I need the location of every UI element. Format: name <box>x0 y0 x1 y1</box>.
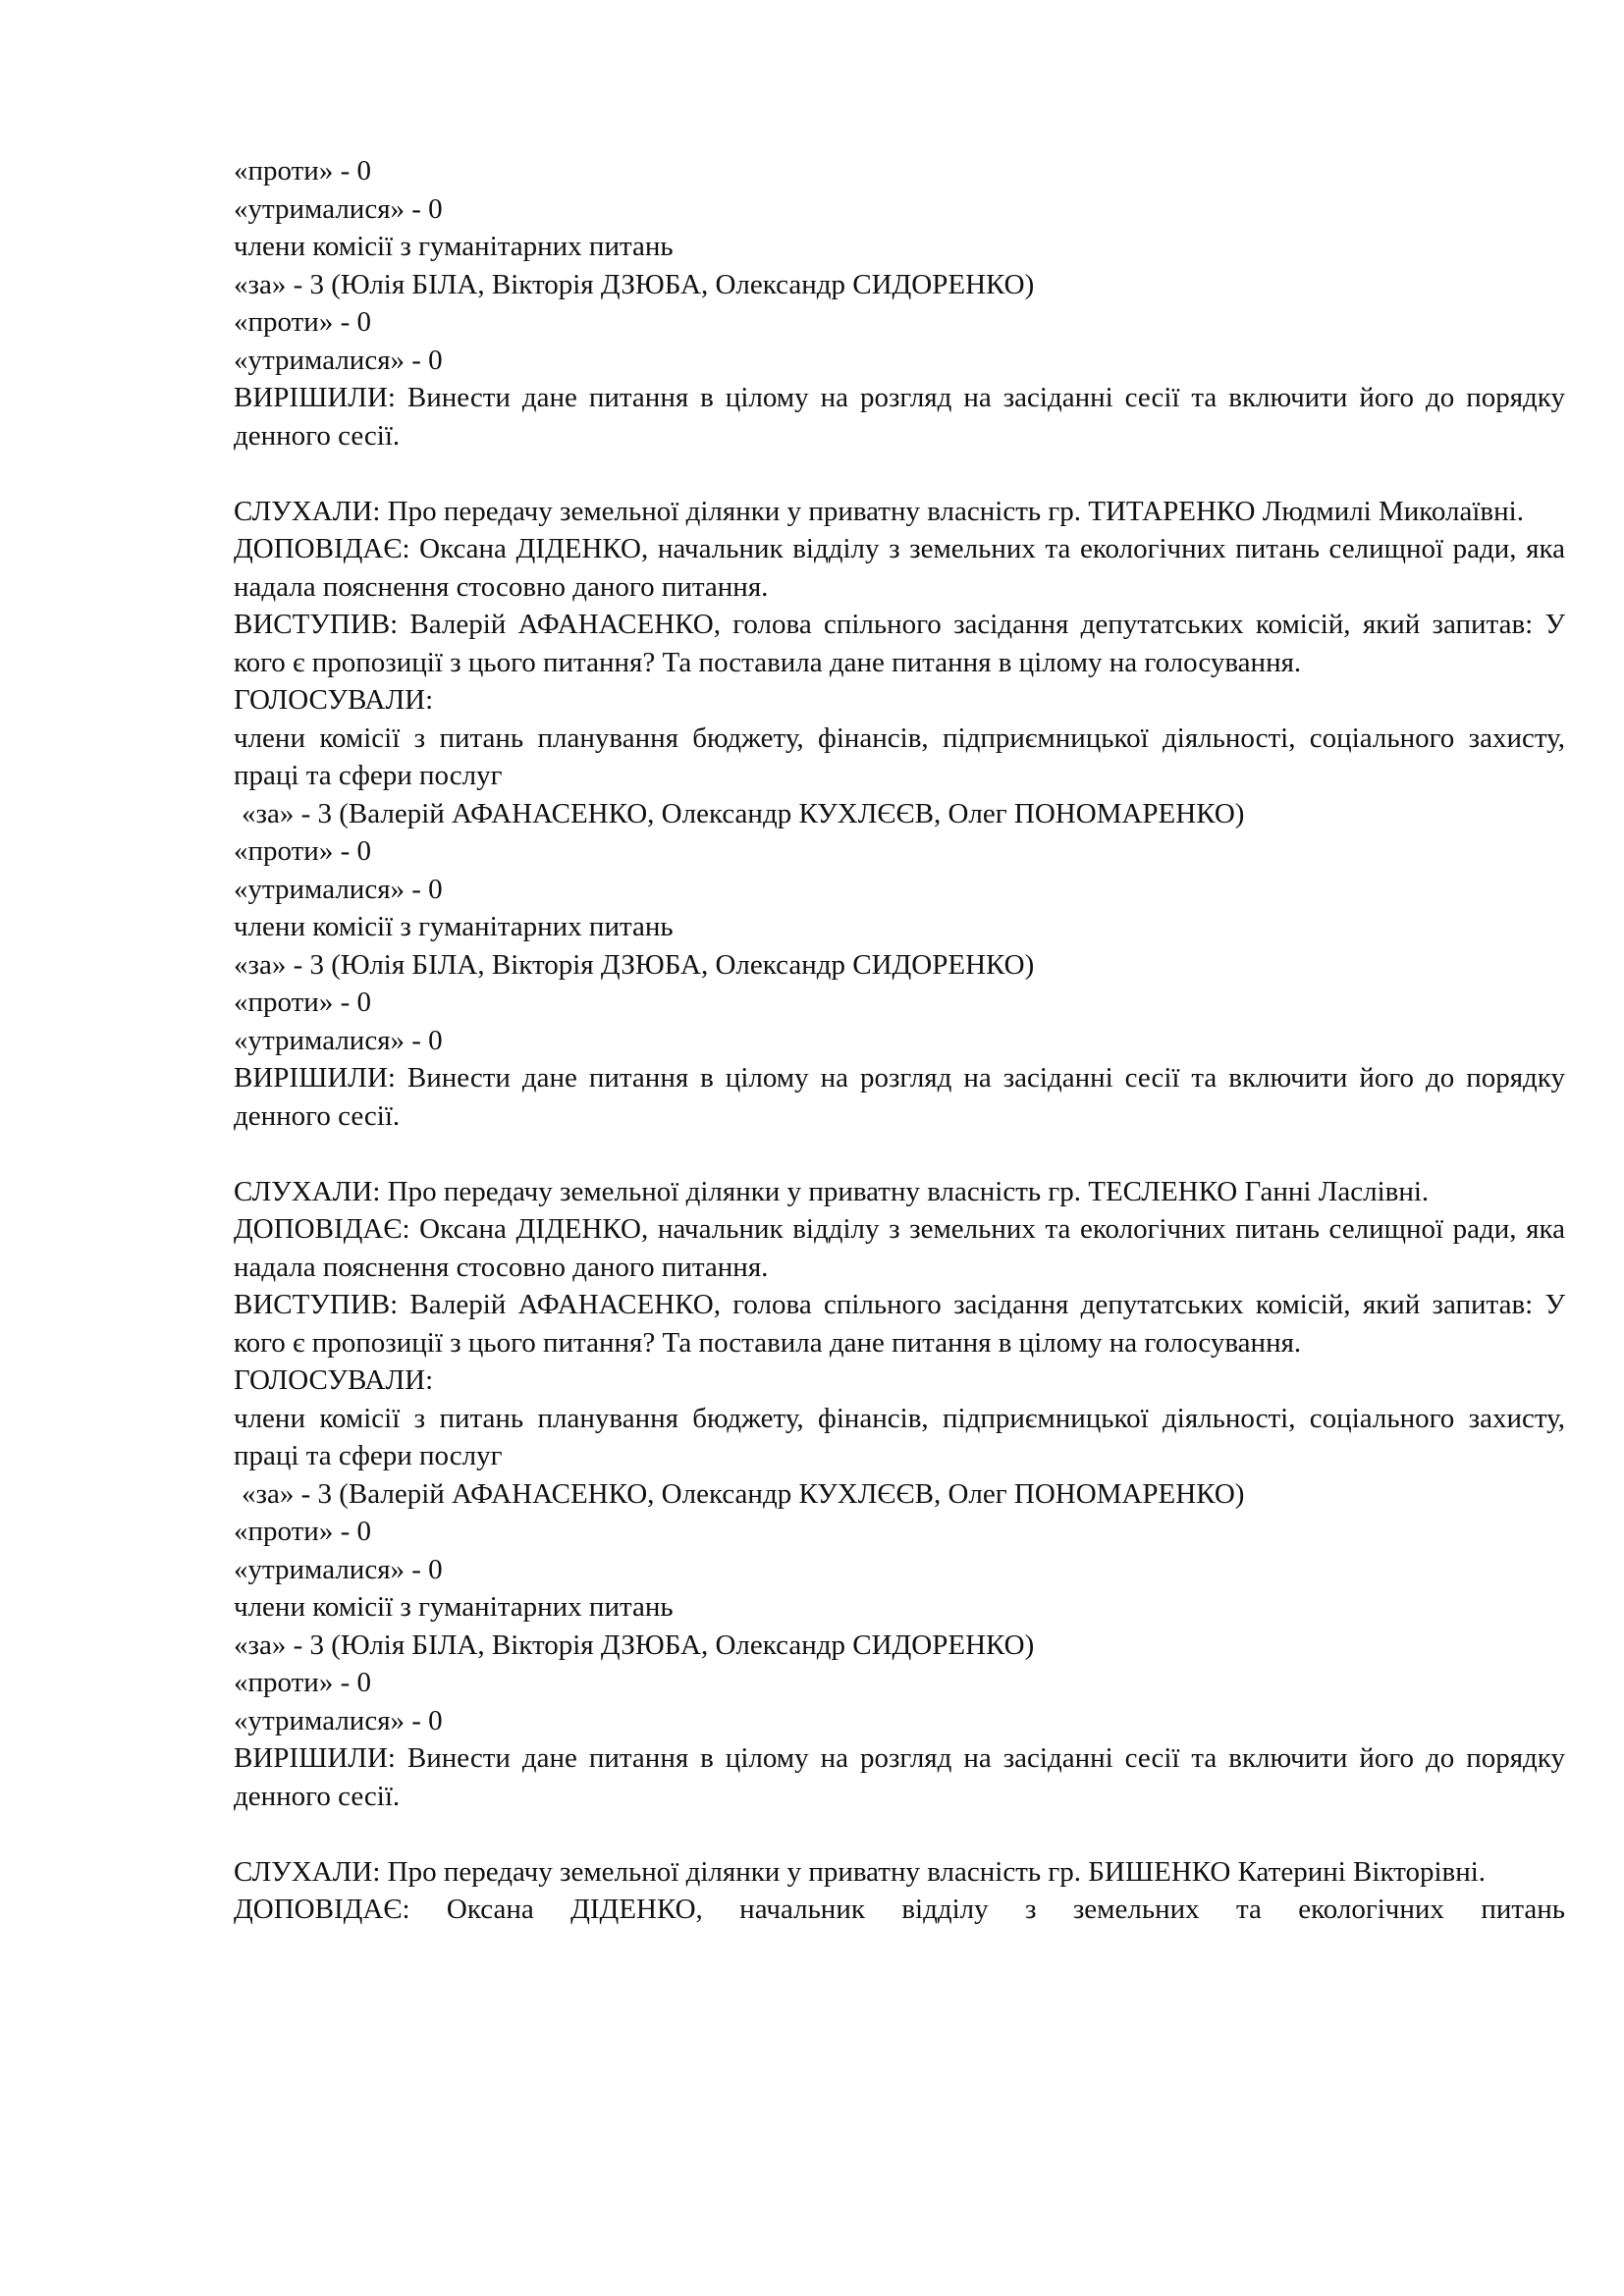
against-votes-humanitarian: «проти» - 0 <box>234 1667 371 1698</box>
voted-heading: ГОЛОСУВАЛИ: <box>234 1364 434 1396</box>
intro-for-votes-humanitarian: «за» - 3 (Юлія БІЛА, Вікторія ДЗЮБА, Олександр СИДОРЕНКО) <box>234 268 1035 300</box>
voted-heading: ГОЛОСУВАЛИ: <box>234 684 434 716</box>
heard-paragraph: СЛУХАЛИ: Про передачу земельної ділянки у приватну власність гр. БИШЕНКО Катерині Вікторівні. <box>234 1855 1487 1888</box>
against-votes-humanitarian: «проти» - 0 <box>234 987 371 1018</box>
document-page <box>234 152 1565 1929</box>
agenda-item-1 <box>234 493 1565 1136</box>
intro-against-votes: «проти» - 0 <box>234 155 371 187</box>
abstained-votes-budget: «утрималися» - 0 <box>234 873 443 905</box>
intro-decision: ВИРІШИЛИ: Винести дане питання в цілому на розгляд на засіданні сесії та включити його до порядку денного сесії. <box>234 382 1565 452</box>
intro-committee-humanitarian: члени комісії з гуманітарних питань <box>234 231 674 262</box>
for-votes-humanitarian: «за» - 3 (Юлія БІЛА, Вікторія ДЗЮБА, Олександр СИДОРЕНКО) <box>234 948 1035 981</box>
abstained-votes-humanitarian: «утрималися» - 0 <box>234 1704 443 1736</box>
paragraph-gap <box>234 1815 1565 1853</box>
agenda-item-2 <box>234 1173 1565 1816</box>
for-votes-humanitarian: «за» - 3 (Юлія БІЛА, Вікторія ДЗЮБА, Олександр СИДОРЕНКО) <box>234 1629 1035 1661</box>
decision-paragraph: ВИРІШИЛИ: Винести дане питання в цілому на розгляд на засіданні сесії та включити його до порядку денного сесії. <box>234 1742 1565 1812</box>
committee-humanitarian: члени комісії з гуманітарних питань <box>234 1591 674 1623</box>
paragraph-gap <box>234 454 1565 493</box>
intro-abstained-votes-humanitarian: «утрималися» - 0 <box>234 344 443 376</box>
heard-paragraph: СЛУХАЛИ: Про передачу земельної ділянки у приватну власність гр. ТЕСЛЕНКО Ганні Ласлівні. <box>234 1175 1430 1207</box>
spoke-paragraph: ВИСТУПИВ: Валерій АФАНАСЕНКО, голова спільного засідання депутатських комісій, який запитав: У кого є пропозиції з цього питання? Та поставила дане питання в цілому на голосування. <box>234 1289 1565 1359</box>
reports-paragraph: ДОПОВІДАЄ: Оксана ДІДЕНКО, начальник відділу з земельних та екологічних питань селищної ради, яка надала пояснення стосовно даного питання. <box>234 533 1565 603</box>
spoke-paragraph: ВИСТУПИВ: Валерій АФАНАСЕНКО, голова спільного засідання депутатських комісій, який запитав: У кого є пропозиції з цього питання? Та поставила дане питання в цілому на голосування. <box>234 609 1565 678</box>
reports-paragraph: ДОПОВІДАЄ: Оксана ДІДЕНКО, начальник відділу з земельних та екологічних питань селищної ради, яка надала пояснення стосовно даного питання. <box>234 1213 1565 1283</box>
committee-budget: члени комісії з питань планування бюджету, фінансів, підприємницької діяльності, соціального захисту, праці та сфери послуг <box>234 721 1565 791</box>
decision-paragraph: ВИРІШИЛИ: Винести дане питання в цілому на розгляд на засіданні сесії та включити його до порядку денного сесії. <box>234 1062 1565 1132</box>
paragraph-gap <box>234 1135 1565 1173</box>
abstained-votes-budget: «утрималися» - 0 <box>234 1553 443 1585</box>
agenda-item-3 <box>234 1853 1565 1929</box>
reports-paragraph: ДОПОВІДАЄ: Оксана ДІДЕНКО, начальник відділу з земельних та екологічних питань <box>234 1894 1565 1925</box>
intro-against-votes-humanitarian: «проти» - 0 <box>234 306 371 338</box>
for-votes-budget: «за» - 3 (Валерій АФАНАСЕНКО, Олександр КУХЛЄЄВ, Олег ПОНОМАРЕНКО) <box>242 797 1245 829</box>
abstained-votes-humanitarian: «утрималися» - 0 <box>234 1024 443 1056</box>
against-votes-budget: «проти» - 0 <box>234 835 371 867</box>
committee-humanitarian: члени комісії з гуманітарних питань <box>234 911 674 942</box>
for-votes-budget: «за» - 3 (Валерій АФАНАСЕНКО, Олександр КУХЛЄЄВ, Олег ПОНОМАРЕНКО) <box>242 1477 1245 1510</box>
intro-abstained-votes: «утрималися» - 0 <box>234 192 443 225</box>
heard-paragraph: СЛУХАЛИ: Про передачу земельної ділянки у приватну власність гр. ТИТАРЕНКО Людмилі Миколаївні. <box>234 495 1524 527</box>
against-votes-budget: «проти» - 0 <box>234 1516 371 1547</box>
committee-budget: члени комісії з питань планування бюджету, фінансів, підприємницької діяльності, соціального захисту, праці та сфери послуг <box>234 1402 1565 1471</box>
